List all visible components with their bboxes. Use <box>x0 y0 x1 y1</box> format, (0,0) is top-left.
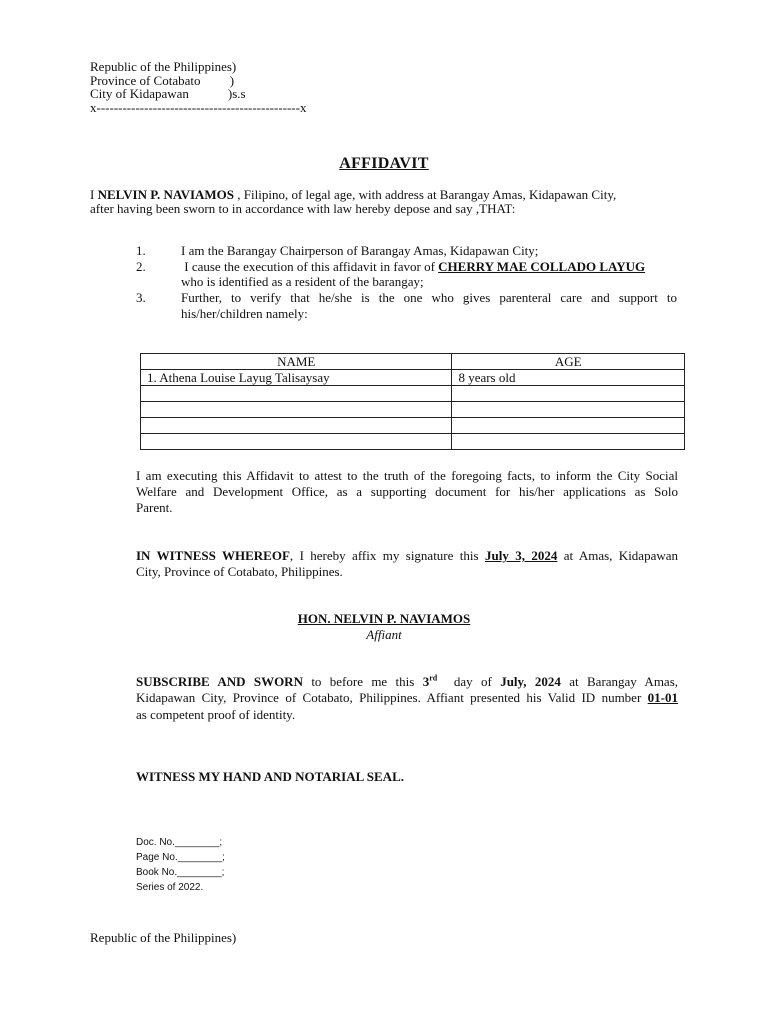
executing-line-2: Welfare and Development Office, as a supporting document for his/her applications as Solo <box>136 484 678 499</box>
list-item-3-cont: his/her/children namely: <box>181 306 308 321</box>
sworn-line-2: Kidapawan City, Province of Cotabato, Philippines. Affiant presented his Valid ID number 01-01 <box>136 690 678 705</box>
intro-line-1: I NELVIN P. NAVIAMOS , Filipino, of legal age, with address at Barangay Amas, Kidapawan City, <box>90 187 617 202</box>
table-row <box>141 418 685 434</box>
affiant-signature-name: HON. NELVIN P. NAVIAMOS <box>297 611 471 626</box>
table-row <box>141 434 685 450</box>
executing-line-1: I am executing this Affidavit to attest to the truth of the foregoing facts, to inform the City Social <box>136 468 678 483</box>
beneficiary-name: CHERRY MAE COLLADO LAYUG <box>438 259 646 274</box>
caption-city: City of Kidapawan )s.s <box>90 86 246 101</box>
list-item-3: Further, to verify that he/she is the one who gives parenteral care and support to <box>181 290 677 305</box>
intro-line-2: after having been sworn to in accordance with law hereby depose and say ,THAT: <box>90 201 516 216</box>
list-item-2: I cause the execution of this affidavit in favor of CHERRY MAE COLLADO LAYUG <box>181 259 646 274</box>
list-item-2-cont: who is identified as a resident of the barangay; <box>181 274 424 289</box>
cell-age <box>452 386 685 402</box>
cell-age <box>452 402 685 418</box>
caption-province: Province of Cotabato ) <box>90 73 235 88</box>
cell-age <box>452 434 685 450</box>
document-title: AFFIDAVIT <box>339 155 429 172</box>
signing-date: July 3, 2024 <box>484 548 558 563</box>
executing-line-3: Parent. <box>136 500 173 515</box>
column-header-name: NAME <box>141 354 452 370</box>
affiant-name-inline: NELVIN P. NAVIAMOS <box>97 187 235 202</box>
sworn-line-1: SUBSCRIBE AND SWORN to before me this 3rd day of July, 2024 at Barangay Amas, <box>136 673 679 689</box>
sworn-line-3: as competent proof of identity. <box>136 707 296 722</box>
cell-name <box>141 386 452 402</box>
table-row <box>141 386 685 402</box>
page-number-line: Page No.________; <box>136 852 225 863</box>
caption-divider: x-----------------------------------------------x <box>90 100 307 115</box>
valid-id-number: 01-01 <box>647 690 678 705</box>
notarial-seal-line: WITNESS MY HAND AND NOTARIAL SEAL. <box>136 769 404 784</box>
witness-line-2: City, Province of Cotabato, Philippines. <box>136 564 343 579</box>
cell-name: 1. Athena Louise Layug Talisaysay <box>141 370 452 386</box>
series-line: Series of 2022. <box>136 882 204 893</box>
table-header-row <box>141 354 685 370</box>
book-number-line: Book No.________; <box>136 867 225 878</box>
table-row <box>141 370 685 386</box>
list-number-3: 3. <box>136 290 146 305</box>
cell-name <box>141 418 452 434</box>
affiant-label: Affiant <box>366 627 402 642</box>
list-number-1: 1. <box>136 243 146 258</box>
cell-name <box>141 434 452 450</box>
table-row <box>141 402 685 418</box>
cell-age: 8 years old <box>452 370 685 386</box>
list-item-1: I am the Barangay Chairperson of Barangay Amas, Kidapawan City; <box>181 243 539 258</box>
children-table <box>140 353 685 450</box>
caption-republic: Republic of the Philippines) <box>90 59 237 74</box>
column-header-age: AGE <box>452 354 685 370</box>
doc-number-line: Doc. No.________; <box>136 837 223 848</box>
footer-caption-republic: Republic of the Philippines) <box>90 930 237 945</box>
cell-name <box>141 402 452 418</box>
list-number-2: 2. <box>136 259 146 274</box>
witness-line-1: IN WITNESS WHEREOF, I hereby affix my signature this July 3, 2024 at Amas, Kidapawan <box>136 548 678 563</box>
cell-age <box>452 418 685 434</box>
